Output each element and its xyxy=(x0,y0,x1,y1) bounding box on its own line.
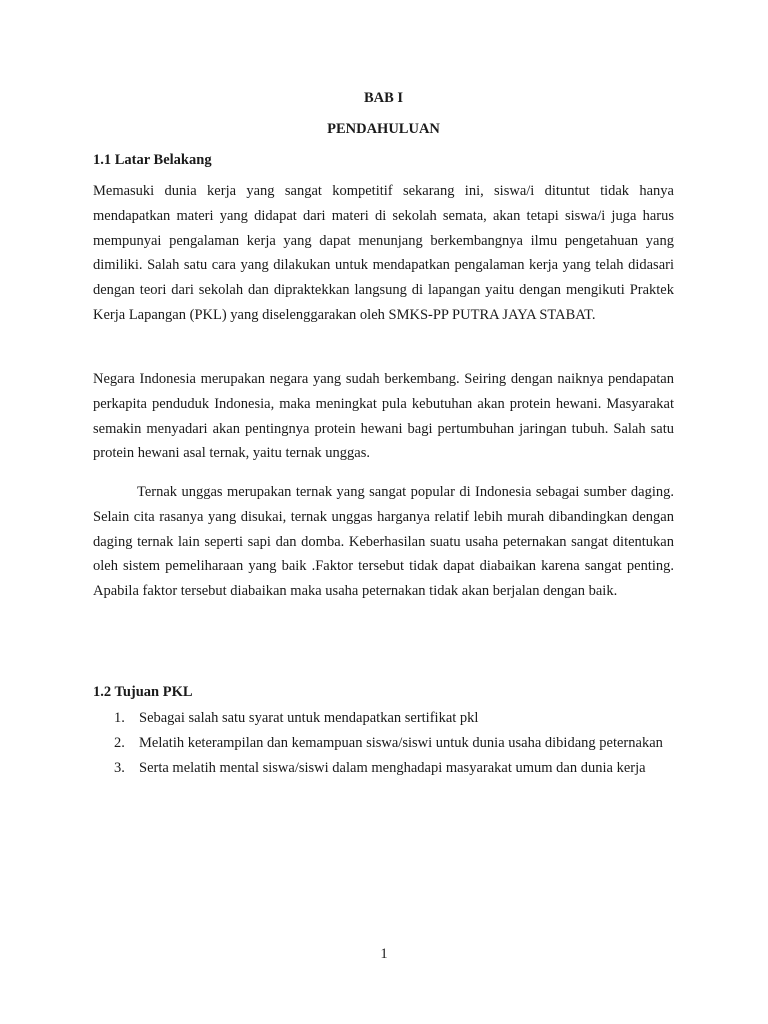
list-item xyxy=(93,756,674,781)
paragraph-2: Negara Indonesia merupakan negara yang sudah berkembang. Seiring dengan naiknya pendapatan perkapita penduduk Indonesia, maka meningkat pula kebutuhan akan protein hewani. Masyarakat semakin menyadari akan pentingnya protein hewani bagi pertumbuhan jaringan tubuh. Salah satu protein hewani asal ternak, yaitu ternak unggas. xyxy=(93,371,674,462)
list-item-text: Serta melatih mental siswa/siswi dalam menghadapi masyarakat umum dan dunia kerja xyxy=(139,760,646,776)
objectives-list xyxy=(93,706,674,781)
list-item xyxy=(93,731,674,756)
list-item-text: Sebagai salah satu syarat untuk mendapatkan sertifikat pkl xyxy=(139,710,479,726)
paragraph-3: Ternak unggas merupakan ternak yang sangat popular di Indonesia sebagai sumber daging. Selain cita rasanya yang disukai, ternak unggas harganya relatif lebih murah dibandingkan dengan daging ternak lain seperti sapi dan domba. Keberhasilan suatu usaha peternakan sangat ditentukan oleh sistem pemeliharaan yang baik .Faktor tersebut tidak dapat diabaikan karena sangat penting. Apabila faktor tersebut diabaikan maka usaha peternakan tidak akan berjalan dengan baik. xyxy=(93,484,674,600)
chapter-label: BAB I xyxy=(363,90,404,106)
section-heading-tujuan-pkl: 1.2 Tujuan PKL xyxy=(93,684,193,700)
list-number: 3. xyxy=(114,760,125,776)
page-number: 1 xyxy=(380,946,388,962)
chapter-title: PENDAHULUAN xyxy=(327,121,440,137)
section-heading-latar-belakang: 1.1 Latar Belakang xyxy=(93,152,212,168)
list-item xyxy=(93,706,674,731)
list-number: 1. xyxy=(114,710,125,726)
paragraph-1: Memasuki dunia kerja yang sangat kompetitif sekarang ini, siswa/i dituntut tidak hanya mendapatkan materi yang didapat dari materi di sekolah semata, akan tetapi siswa/i juga harus mempunyai pengalaman kerja yang dapat menunjang berkembangnya ilmu pengetahuan yang dimiliki. Salah satu cara yang dilakukan untuk mendapatkan pengalaman kerja yang telah didasari dengan teori dari sekolah dan dipraktekkan langsung di lapangan yaitu dengan mengikuti Praktek Kerja Lapangan (PKL) yang diselenggarakan oleh SMKS-PP PUTRA JAYA STABAT. xyxy=(93,183,674,323)
list-item-text: Melatih keterampilan dan kemampuan siswa/siswi untuk dunia usaha dibidang peternakan xyxy=(139,735,663,751)
list-number: 2. xyxy=(114,735,125,751)
